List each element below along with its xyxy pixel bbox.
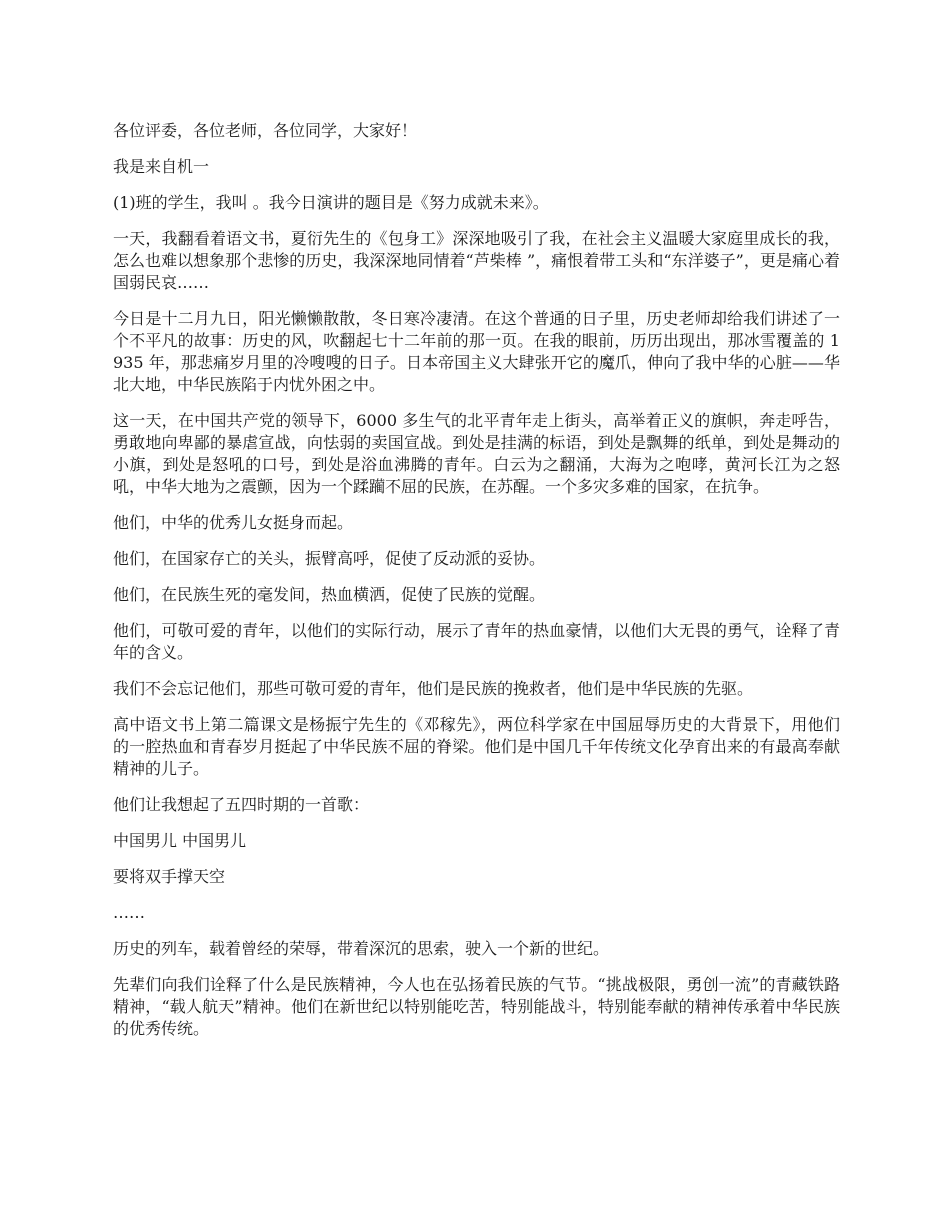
body-paragraph: 历史的列车，载着曾经的荣辱，带着深沉的思索，驶入一个新的世纪。 xyxy=(113,939,610,958)
ellipsis-line: …… xyxy=(113,903,145,922)
body-paragraph: 这一天，在中国共产党的领导下，6000 多生气的北平青年走上街头，高举着正义的旗帜，奔走呼告，勇敢地向卑鄙的暴虐宣战，向怯弱的卖国宣战。到处是挂满的标语，到处是飘舞的纸单，到处是舞动的小旗，到处是怒吼的口号，到处是浴血沸腾的青年。白云为之翻涌，大海为之咆哮，黄河长江为之怒吼，中华大地为之震颤，因为一个蹂躏不屈的民族，在苏醒。一个多灾多难的国家，在抗争。 xyxy=(113,411,840,496)
body-paragraph: 他们，在国家存亡的关头，振臂高呼，促使了反动派的妥协。 xyxy=(113,549,546,568)
class-paragraph: (1)班的学生，我叫 。我今日演讲的题目是《努力成就未来》。 xyxy=(113,193,549,212)
intro-paragraph: 我是来自机一 xyxy=(113,157,210,176)
body-paragraph: 他们让我想起了五四时期的一首歌： xyxy=(113,795,370,814)
body-paragraph: 他们，在民族生死的毫发间，热血横洒，促使了民族的觉醒。 xyxy=(113,585,546,604)
document-body xyxy=(113,120,840,1054)
body-paragraph: 今日是十二月九日，阳光懒懒散散，冬日寒冷凄清。在这个普通的日子里，历史老师却给我们讲述了一个不平凡的故事：历史的风，吹翻起七十二年前的那一页。在我的眼前，历历出现出，那冰雪覆盖的 1935 年，那悲痛岁月里的冷嗖嗖的日子。日本帝国主义大肆张开它的魔爪，伸向了我中华的心脏——华北大地，中华民族陷于内忧外困之中。 xyxy=(113,309,840,394)
song-line: 要将双手撑天空 xyxy=(113,867,226,886)
body-paragraph: 高中语文书上第二篇课文是杨振宁先生的《邓稼先》，两位科学家在中国屈辱历史的大背景下，用他们的一腔热血和青春岁月挺起了中华民族不屈的脊梁。他们是中国几千年传统文化孕育出来的有最高奉献精神的儿子。 xyxy=(113,715,840,778)
body-paragraph: 我们不会忘记他们，那些可敬可爱的青年，他们是民族的挽救者，他们是中华民族的先驱。 xyxy=(113,679,754,698)
body-paragraph: 先辈们向我们诠释了什么是民族精神，今人也在弘扬着民族的气节。“挑战极限，勇创一流”的青藏铁路精神，“载人航天”精神。他们在新世纪以特别能吃苦，特别能战斗，特别能奉献的精神传承着中华民族的优秀传统。 xyxy=(113,975,840,1038)
body-paragraph: 他们，中华的优秀儿女挺身而起。 xyxy=(113,513,354,532)
body-paragraph: 一天，我翻看着语文书，夏衍先生的《包身工》深深地吸引了我，在社会主义温暖大家庭里成长的我，怎么也难以想象那个悲惨的历史，我深深地同情着“芦柴棒 ”，痛恨着带工头和“东洋婆子”，更是痛心着国弱民哀…… xyxy=(113,229,840,292)
body-paragraph: 他们，可敬可爱的青年，以他们的实际行动，展示了青年的热血豪情，以他们大无畏的勇气，诠释了青年的含义。 xyxy=(113,621,840,662)
song-line: 中国男儿 中国男儿 xyxy=(113,831,247,850)
greeting-paragraph: 各位评委，各位老师，各位同学，大家好！ xyxy=(113,121,418,140)
